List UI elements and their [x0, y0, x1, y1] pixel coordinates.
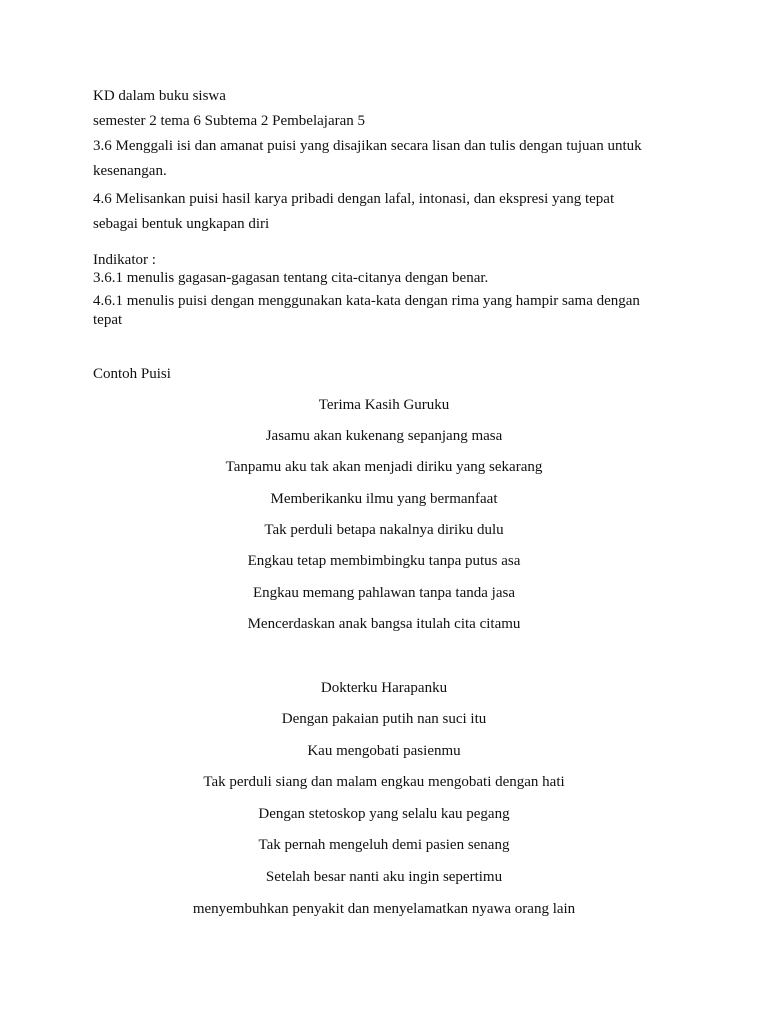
poem-line: Engkau memang pahlawan tanpa tanda jasa [253, 585, 515, 601]
poem-line: menyembuhkan penyakit dan menyelamatkan nyawa orang lain [192, 901, 576, 917]
poem-title: Dokterku Harapanku [320, 680, 448, 696]
poem-line: Memberikanku ilmu yang bermanfaat [270, 491, 498, 507]
poem-line: Mencerdaskan anak bangsa itulah cita citamu [247, 616, 521, 632]
poem-line: Setelah besar nanti aku ingin sepertimu [265, 869, 503, 885]
semester-line: semester 2 tema 6 Subtema 2 Pembelajaran 5 [93, 113, 365, 129]
kd-46-line-2: sebagai bentuk ungkapan diri [93, 216, 270, 232]
poem-line: Jasamu akan kukenang sepanjang masa [265, 428, 503, 444]
indikator-item-461-line-1: 4.6.1 menulis puisi dengan menggunakan kata-kata dengan rima yang hampir sama dengan [93, 293, 640, 309]
poem-line: Tak perduli siang dan malam engkau mengobati dengan hati [203, 774, 565, 790]
poem-line: Kau mengobati pasienmu [307, 743, 461, 759]
poem-line: Engkau tetap membimbingku tanpa putus asa [247, 553, 521, 569]
poem-line: Dengan pakaian putih nan suci itu [281, 711, 487, 727]
poem-title: Terima Kasih Guruku [318, 397, 450, 413]
poem-line: Tak pernah mengeluh demi pasien senang [258, 837, 510, 853]
poem-line: Tak perduli betapa nakalnya diriku dulu [264, 522, 504, 538]
poem-line: Dengan stetoskop yang selalu kau pegang [258, 806, 510, 822]
poem-line: Tanpamu aku tak akan menjadi diriku yang sekarang [225, 459, 543, 475]
kd-title: KD dalam buku siswa [93, 88, 226, 104]
indikator-title: Indikator : [93, 252, 156, 268]
kd-46-line-1: 4.6 Melisankan puisi hasil karya pribadi dengan lafal, intonasi, dan ekspresi yang tepat [93, 191, 615, 207]
indikator-item-361: 3.6.1 menulis gagasan-gagasan tentang cita-citanya dengan benar. [93, 270, 489, 286]
kd-36-line-1: 3.6 Menggali isi dan amanat puisi yang disajikan secara lisan dan tulis dengan tujuan untuk [93, 138, 642, 154]
contoh-puisi-heading: Contoh Puisi [93, 366, 171, 382]
indikator-item-461-line-2: tepat [93, 312, 123, 328]
kd-36-line-2: kesenangan. [93, 163, 167, 179]
